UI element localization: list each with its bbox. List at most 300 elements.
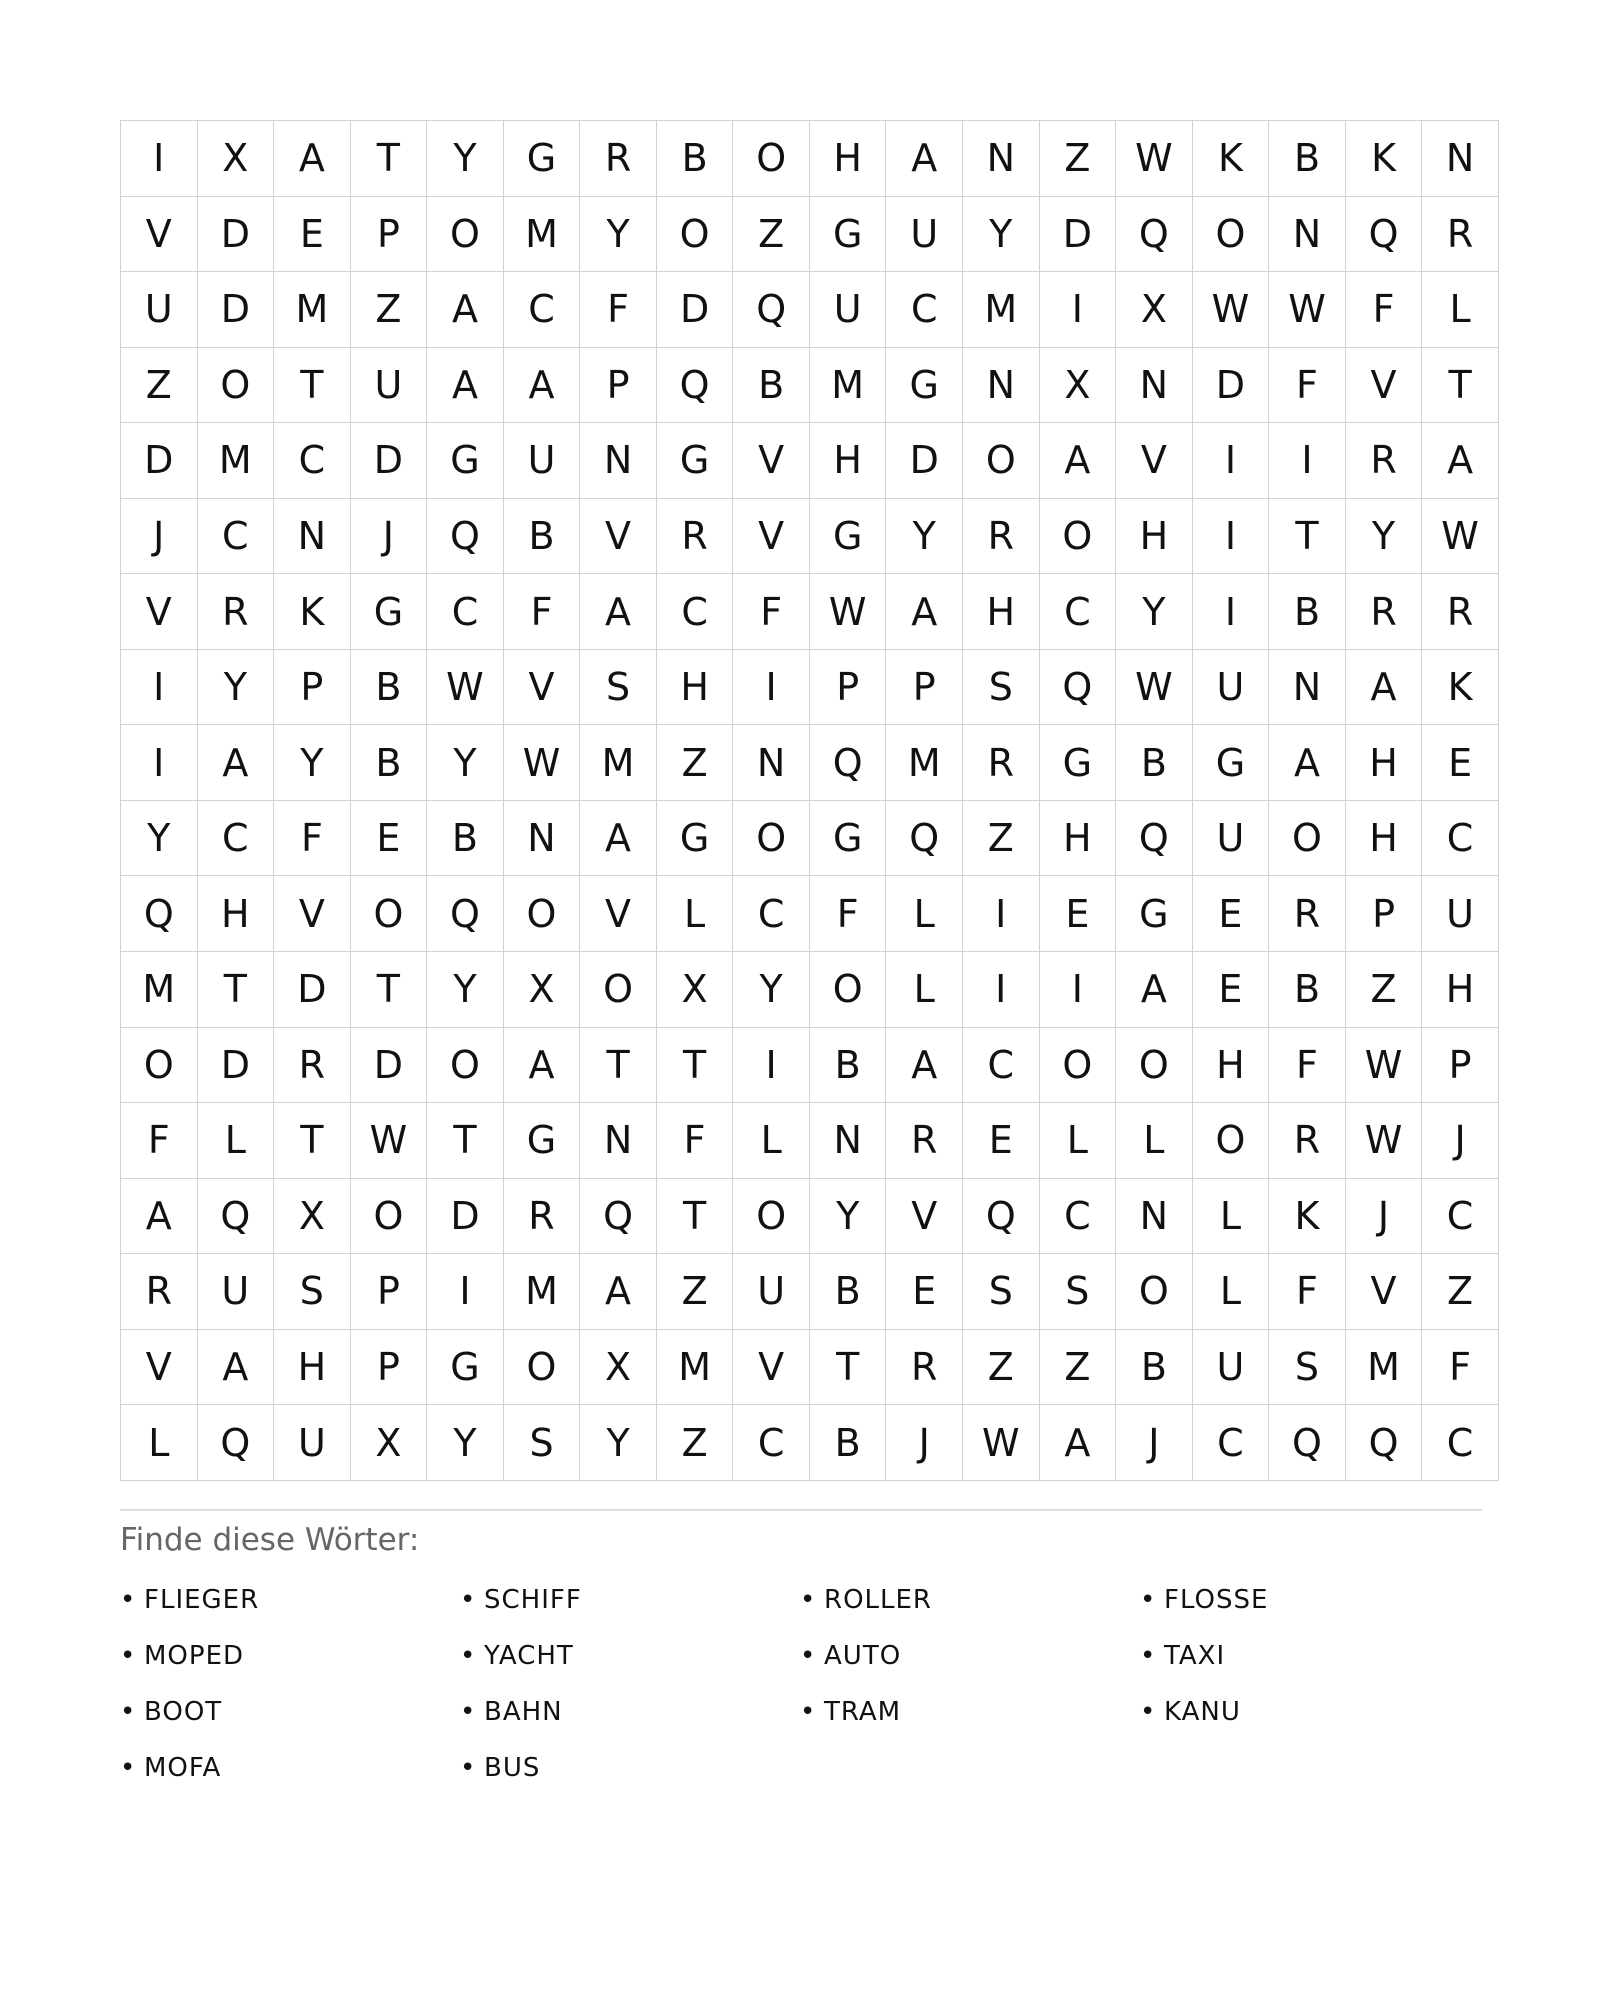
grid-cell[interactable]: A (580, 574, 657, 650)
grid-cell[interactable]: Q (963, 1178, 1040, 1254)
grid-cell[interactable]: A (1039, 423, 1116, 499)
grid-cell[interactable]: L (733, 1103, 810, 1179)
grid-cell[interactable]: J (1345, 1178, 1422, 1254)
grid-cell[interactable]: P (350, 196, 427, 272)
grid-cell[interactable]: Q (427, 876, 504, 952)
grid-cell[interactable]: G (427, 423, 504, 499)
grid-cell[interactable]: E (886, 1254, 963, 1330)
grid-cell[interactable]: G (656, 423, 733, 499)
grid-cell[interactable]: D (656, 272, 733, 348)
grid-cell[interactable]: R (1422, 196, 1499, 272)
grid-cell[interactable]: N (809, 1103, 886, 1179)
grid-cell[interactable]: K (1269, 1178, 1346, 1254)
grid-cell[interactable]: C (1422, 800, 1499, 876)
grid-cell[interactable]: B (503, 498, 580, 574)
grid-cell[interactable]: X (1116, 272, 1193, 348)
grid-cell[interactable]: D (197, 196, 274, 272)
grid-cell[interactable]: M (197, 423, 274, 499)
grid-cell[interactable]: B (1116, 725, 1193, 801)
grid-cell[interactable]: V (580, 876, 657, 952)
grid-cell[interactable]: Q (809, 725, 886, 801)
grid-cell[interactable]: W (1345, 1103, 1422, 1179)
grid-cell[interactable]: H (197, 876, 274, 952)
grid-cell[interactable]: K (1192, 121, 1269, 197)
grid-cell[interactable]: U (809, 272, 886, 348)
grid-cell[interactable]: R (503, 1178, 580, 1254)
grid-cell[interactable]: T (350, 121, 427, 197)
grid-cell[interactable]: X (580, 1329, 657, 1405)
grid-cell[interactable]: O (733, 1178, 810, 1254)
grid-cell[interactable]: T (656, 1027, 733, 1103)
grid-cell[interactable]: C (274, 423, 351, 499)
grid-cell[interactable]: I (1192, 574, 1269, 650)
grid-cell[interactable]: G (809, 800, 886, 876)
grid-cell[interactable]: U (1192, 1329, 1269, 1405)
grid-cell[interactable]: Y (197, 649, 274, 725)
grid-cell[interactable]: P (350, 1329, 427, 1405)
grid-cell[interactable]: E (1192, 952, 1269, 1028)
grid-cell[interactable]: A (886, 1027, 963, 1103)
grid-cell[interactable]: O (427, 196, 504, 272)
grid-cell[interactable]: O (1116, 1027, 1193, 1103)
grid-cell[interactable]: O (656, 196, 733, 272)
grid-cell[interactable]: J (886, 1405, 963, 1481)
grid-cell[interactable]: K (1345, 121, 1422, 197)
grid-cell[interactable]: Z (656, 1405, 733, 1481)
grid-cell[interactable]: V (121, 574, 198, 650)
grid-cell[interactable]: G (886, 347, 963, 423)
grid-cell[interactable]: V (503, 649, 580, 725)
grid-cell[interactable]: W (1269, 272, 1346, 348)
grid-cell[interactable]: F (503, 574, 580, 650)
grid-cell[interactable]: G (503, 1103, 580, 1179)
grid-cell[interactable]: N (963, 121, 1040, 197)
grid-cell[interactable]: O (350, 1178, 427, 1254)
grid-cell[interactable]: G (1192, 725, 1269, 801)
grid-cell[interactable]: P (1422, 1027, 1499, 1103)
grid-cell[interactable]: O (427, 1027, 504, 1103)
grid-cell[interactable]: C (1039, 1178, 1116, 1254)
grid-cell[interactable]: R (197, 574, 274, 650)
grid-cell[interactable]: Z (1039, 1329, 1116, 1405)
grid-cell[interactable]: L (121, 1405, 198, 1481)
grid-cell[interactable]: Z (733, 196, 810, 272)
grid-cell[interactable]: N (580, 423, 657, 499)
grid-cell[interactable]: L (197, 1103, 274, 1179)
grid-cell[interactable]: T (809, 1329, 886, 1405)
grid-cell[interactable]: B (733, 347, 810, 423)
grid-cell[interactable]: B (809, 1254, 886, 1330)
grid-cell[interactable]: V (274, 876, 351, 952)
grid-cell[interactable]: G (809, 498, 886, 574)
grid-cell[interactable]: H (1345, 725, 1422, 801)
grid-cell[interactable]: N (580, 1103, 657, 1179)
grid-cell[interactable]: V (733, 1329, 810, 1405)
grid-cell[interactable]: J (350, 498, 427, 574)
grid-cell[interactable]: J (1116, 1405, 1193, 1481)
grid-cell[interactable]: C (1192, 1405, 1269, 1481)
grid-cell[interactable]: V (580, 498, 657, 574)
grid-cell[interactable]: A (580, 800, 657, 876)
grid-cell[interactable]: J (1422, 1103, 1499, 1179)
grid-cell[interactable]: W (1116, 649, 1193, 725)
grid-cell[interactable]: I (1039, 272, 1116, 348)
grid-cell[interactable]: X (197, 121, 274, 197)
grid-cell[interactable]: P (809, 649, 886, 725)
grid-cell[interactable]: B (350, 649, 427, 725)
grid-cell[interactable]: A (886, 574, 963, 650)
grid-cell[interactable]: I (963, 952, 1040, 1028)
grid-cell[interactable]: Y (580, 1405, 657, 1481)
grid-cell[interactable]: G (1039, 725, 1116, 801)
grid-cell[interactable]: F (1269, 1254, 1346, 1330)
grid-cell[interactable]: Q (427, 498, 504, 574)
grid-cell[interactable]: M (503, 196, 580, 272)
grid-cell[interactable]: X (503, 952, 580, 1028)
grid-cell[interactable]: L (1039, 1103, 1116, 1179)
grid-cell[interactable]: Q (121, 876, 198, 952)
grid-cell[interactable]: V (121, 1329, 198, 1405)
grid-cell[interactable]: I (963, 876, 1040, 952)
grid-cell[interactable]: Y (1116, 574, 1193, 650)
grid-cell[interactable]: R (1422, 574, 1499, 650)
grid-cell[interactable]: A (1422, 423, 1499, 499)
grid-cell[interactable]: V (733, 498, 810, 574)
grid-cell[interactable]: R (274, 1027, 351, 1103)
grid-cell[interactable]: W (1116, 121, 1193, 197)
grid-cell[interactable]: D (350, 1027, 427, 1103)
grid-cell[interactable]: O (1039, 498, 1116, 574)
grid-cell[interactable]: K (274, 574, 351, 650)
grid-cell[interactable]: E (963, 1103, 1040, 1179)
grid-cell[interactable]: R (1345, 574, 1422, 650)
grid-cell[interactable]: I (121, 649, 198, 725)
grid-cell[interactable]: A (503, 1027, 580, 1103)
grid-cell[interactable]: B (656, 121, 733, 197)
grid-cell[interactable]: N (963, 347, 1040, 423)
grid-cell[interactable]: Y (809, 1178, 886, 1254)
grid-cell[interactable]: I (733, 1027, 810, 1103)
grid-cell[interactable]: G (809, 196, 886, 272)
grid-cell[interactable]: W (963, 1405, 1040, 1481)
grid-cell[interactable]: O (503, 1329, 580, 1405)
grid-cell[interactable]: Y (1345, 498, 1422, 574)
grid-cell[interactable]: X (350, 1405, 427, 1481)
grid-cell[interactable]: W (350, 1103, 427, 1179)
grid-cell[interactable]: C (503, 272, 580, 348)
grid-cell[interactable]: Y (121, 800, 198, 876)
grid-cell[interactable]: A (274, 121, 351, 197)
grid-cell[interactable]: R (886, 1329, 963, 1405)
grid-cell[interactable]: Y (427, 1405, 504, 1481)
grid-cell[interactable]: B (1269, 121, 1346, 197)
grid-cell[interactable]: T (1269, 498, 1346, 574)
grid-cell[interactable]: A (503, 347, 580, 423)
grid-cell[interactable]: H (809, 423, 886, 499)
grid-cell[interactable]: U (503, 423, 580, 499)
grid-cell[interactable]: U (1422, 876, 1499, 952)
grid-cell[interactable]: T (427, 1103, 504, 1179)
grid-cell[interactable]: L (1192, 1254, 1269, 1330)
grid-cell[interactable]: L (1116, 1103, 1193, 1179)
grid-cell[interactable]: U (1192, 800, 1269, 876)
grid-cell[interactable]: H (1345, 800, 1422, 876)
grid-cell[interactable]: E (1422, 725, 1499, 801)
grid-cell[interactable]: B (350, 725, 427, 801)
grid-cell[interactable]: Q (580, 1178, 657, 1254)
grid-cell[interactable]: X (274, 1178, 351, 1254)
grid-cell[interactable]: G (427, 1329, 504, 1405)
grid-cell[interactable]: X (656, 952, 733, 1028)
grid-cell[interactable]: T (580, 1027, 657, 1103)
grid-cell[interactable]: G (656, 800, 733, 876)
grid-cell[interactable]: I (1192, 423, 1269, 499)
grid-cell[interactable]: M (580, 725, 657, 801)
grid-cell[interactable]: S (963, 1254, 1040, 1330)
grid-cell[interactable]: O (197, 347, 274, 423)
grid-cell[interactable]: W (809, 574, 886, 650)
grid-cell[interactable]: N (1116, 1178, 1193, 1254)
grid-cell[interactable]: D (350, 423, 427, 499)
grid-cell[interactable]: Y (427, 725, 504, 801)
grid-cell[interactable]: D (197, 1027, 274, 1103)
grid-cell[interactable]: B (809, 1027, 886, 1103)
grid-cell[interactable]: G (350, 574, 427, 650)
grid-cell[interactable]: M (963, 272, 1040, 348)
grid-cell[interactable]: Y (427, 952, 504, 1028)
grid-cell[interactable]: I (427, 1254, 504, 1330)
grid-cell[interactable]: T (1422, 347, 1499, 423)
grid-cell[interactable]: S (1039, 1254, 1116, 1330)
grid-cell[interactable]: B (1269, 952, 1346, 1028)
grid-cell[interactable]: G (503, 121, 580, 197)
grid-cell[interactable]: O (733, 800, 810, 876)
grid-cell[interactable]: B (809, 1405, 886, 1481)
grid-cell[interactable]: T (274, 1103, 351, 1179)
grid-cell[interactable]: A (580, 1254, 657, 1330)
grid-cell[interactable]: P (886, 649, 963, 725)
grid-cell[interactable]: C (656, 574, 733, 650)
grid-cell[interactable]: R (1345, 423, 1422, 499)
grid-cell[interactable]: Y (963, 196, 1040, 272)
grid-cell[interactable]: Q (656, 347, 733, 423)
grid-cell[interactable]: D (1192, 347, 1269, 423)
grid-cell[interactable]: O (1039, 1027, 1116, 1103)
grid-cell[interactable]: N (733, 725, 810, 801)
grid-cell[interactable]: C (1422, 1178, 1499, 1254)
grid-cell[interactable]: Z (1345, 952, 1422, 1028)
grid-cell[interactable]: D (121, 423, 198, 499)
grid-cell[interactable]: Z (350, 272, 427, 348)
grid-cell[interactable]: W (503, 725, 580, 801)
grid-cell[interactable]: C (197, 498, 274, 574)
grid-cell[interactable]: M (656, 1329, 733, 1405)
grid-cell[interactable]: C (427, 574, 504, 650)
grid-cell[interactable]: D (197, 272, 274, 348)
grid-cell[interactable]: Q (1039, 649, 1116, 725)
grid-cell[interactable]: N (1116, 347, 1193, 423)
grid-cell[interactable]: I (1269, 423, 1346, 499)
grid-cell[interactable]: M (886, 725, 963, 801)
grid-cell[interactable]: M (809, 347, 886, 423)
grid-cell[interactable]: A (427, 272, 504, 348)
grid-cell[interactable]: R (656, 498, 733, 574)
grid-cell[interactable]: N (1422, 121, 1499, 197)
grid-cell[interactable]: Q (197, 1405, 274, 1481)
grid-cell[interactable]: V (886, 1178, 963, 1254)
grid-cell[interactable]: C (197, 800, 274, 876)
grid-cell[interactable]: C (1039, 574, 1116, 650)
grid-cell[interactable]: O (1116, 1254, 1193, 1330)
grid-cell[interactable]: I (121, 121, 198, 197)
grid-cell[interactable]: M (121, 952, 198, 1028)
grid-cell[interactable]: A (197, 1329, 274, 1405)
grid-cell[interactable]: C (963, 1027, 1040, 1103)
grid-cell[interactable]: W (1345, 1027, 1422, 1103)
grid-cell[interactable]: Y (733, 952, 810, 1028)
grid-cell[interactable]: W (427, 649, 504, 725)
grid-cell[interactable]: O (121, 1027, 198, 1103)
grid-cell[interactable]: F (1269, 1027, 1346, 1103)
grid-cell[interactable]: O (1269, 800, 1346, 876)
grid-cell[interactable]: O (809, 952, 886, 1028)
grid-cell[interactable]: P (580, 347, 657, 423)
grid-cell[interactable]: T (197, 952, 274, 1028)
grid-cell[interactable]: Z (963, 1329, 1040, 1405)
grid-cell[interactable]: A (1116, 952, 1193, 1028)
grid-cell[interactable]: H (1116, 498, 1193, 574)
grid-cell[interactable]: U (1192, 649, 1269, 725)
grid-cell[interactable]: Q (1116, 800, 1193, 876)
grid-cell[interactable]: O (1192, 196, 1269, 272)
grid-cell[interactable]: L (1192, 1178, 1269, 1254)
grid-cell[interactable]: F (274, 800, 351, 876)
grid-cell[interactable]: I (1192, 498, 1269, 574)
grid-cell[interactable]: T (274, 347, 351, 423)
grid-cell[interactable]: Z (656, 725, 733, 801)
grid-cell[interactable]: P (1345, 876, 1422, 952)
grid-cell[interactable]: P (274, 649, 351, 725)
grid-cell[interactable]: V (1116, 423, 1193, 499)
grid-cell[interactable]: Y (580, 196, 657, 272)
grid-cell[interactable]: C (886, 272, 963, 348)
grid-cell[interactable]: V (733, 423, 810, 499)
grid-cell[interactable]: E (350, 800, 427, 876)
grid-cell[interactable]: A (1269, 725, 1346, 801)
grid-cell[interactable]: Z (963, 800, 1040, 876)
grid-cell[interactable]: M (1345, 1329, 1422, 1405)
grid-cell[interactable]: Z (1039, 121, 1116, 197)
grid-cell[interactable]: L (886, 876, 963, 952)
grid-cell[interactable]: Q (1269, 1405, 1346, 1481)
grid-cell[interactable]: U (886, 196, 963, 272)
grid-cell[interactable]: H (1422, 952, 1499, 1028)
grid-cell[interactable]: Q (1345, 196, 1422, 272)
grid-cell[interactable]: R (121, 1254, 198, 1330)
grid-cell[interactable]: B (427, 800, 504, 876)
grid-cell[interactable]: M (274, 272, 351, 348)
grid-cell[interactable]: Y (274, 725, 351, 801)
grid-cell[interactable]: K (1422, 649, 1499, 725)
grid-cell[interactable]: G (1116, 876, 1193, 952)
grid-cell[interactable]: Z (656, 1254, 733, 1330)
grid-cell[interactable]: Q (197, 1178, 274, 1254)
grid-cell[interactable]: W (1422, 498, 1499, 574)
grid-cell[interactable]: H (809, 121, 886, 197)
grid-cell[interactable]: S (503, 1405, 580, 1481)
grid-cell[interactable]: Y (886, 498, 963, 574)
grid-cell[interactable]: V (1345, 347, 1422, 423)
grid-cell[interactable]: L (1422, 272, 1499, 348)
grid-cell[interactable]: H (963, 574, 1040, 650)
grid-cell[interactable]: U (274, 1405, 351, 1481)
grid-cell[interactable]: Q (733, 272, 810, 348)
grid-cell[interactable]: B (1116, 1329, 1193, 1405)
grid-cell[interactable]: E (1192, 876, 1269, 952)
grid-cell[interactable]: D (886, 423, 963, 499)
grid-cell[interactable]: Q (886, 800, 963, 876)
grid-cell[interactable]: A (121, 1178, 198, 1254)
grid-cell[interactable]: R (963, 725, 1040, 801)
grid-cell[interactable]: T (656, 1178, 733, 1254)
grid-cell[interactable]: H (1039, 800, 1116, 876)
grid-cell[interactable]: U (350, 347, 427, 423)
grid-cell[interactable]: C (733, 876, 810, 952)
grid-cell[interactable]: U (197, 1254, 274, 1330)
grid-cell[interactable]: N (274, 498, 351, 574)
grid-cell[interactable]: Q (1116, 196, 1193, 272)
grid-cell[interactable]: O (350, 876, 427, 952)
grid-cell[interactable]: R (886, 1103, 963, 1179)
grid-cell[interactable]: R (580, 121, 657, 197)
grid-cell[interactable]: F (1422, 1329, 1499, 1405)
grid-cell[interactable]: V (1345, 1254, 1422, 1330)
grid-cell[interactable]: F (1269, 347, 1346, 423)
grid-cell[interactable]: F (656, 1103, 733, 1179)
grid-cell[interactable]: F (809, 876, 886, 952)
grid-cell[interactable]: I (1039, 952, 1116, 1028)
grid-cell[interactable]: A (197, 725, 274, 801)
grid-cell[interactable]: U (121, 272, 198, 348)
grid-cell[interactable]: S (580, 649, 657, 725)
grid-cell[interactable]: X (1039, 347, 1116, 423)
grid-cell[interactable]: C (1422, 1405, 1499, 1481)
grid-cell[interactable]: D (1039, 196, 1116, 272)
grid-cell[interactable]: Z (121, 347, 198, 423)
grid-cell[interactable]: N (1269, 196, 1346, 272)
grid-cell[interactable]: A (886, 121, 963, 197)
grid-cell[interactable]: O (1192, 1103, 1269, 1179)
grid-cell[interactable]: U (733, 1254, 810, 1330)
grid-cell[interactable]: T (350, 952, 427, 1028)
grid-cell[interactable]: A (1345, 649, 1422, 725)
grid-cell[interactable]: R (1269, 876, 1346, 952)
grid-cell[interactable]: O (580, 952, 657, 1028)
grid-cell[interactable]: Q (1345, 1405, 1422, 1481)
grid-cell[interactable]: V (121, 196, 198, 272)
grid-cell[interactable]: C (733, 1405, 810, 1481)
grid-cell[interactable]: L (656, 876, 733, 952)
grid-cell[interactable]: H (656, 649, 733, 725)
grid-cell[interactable]: F (580, 272, 657, 348)
grid-cell[interactable]: J (121, 498, 198, 574)
grid-cell[interactable]: N (503, 800, 580, 876)
grid-cell[interactable]: A (1039, 1405, 1116, 1481)
grid-cell[interactable]: B (1269, 574, 1346, 650)
grid-cell[interactable]: H (1192, 1027, 1269, 1103)
grid-cell[interactable]: A (427, 347, 504, 423)
grid-cell[interactable]: R (963, 498, 1040, 574)
